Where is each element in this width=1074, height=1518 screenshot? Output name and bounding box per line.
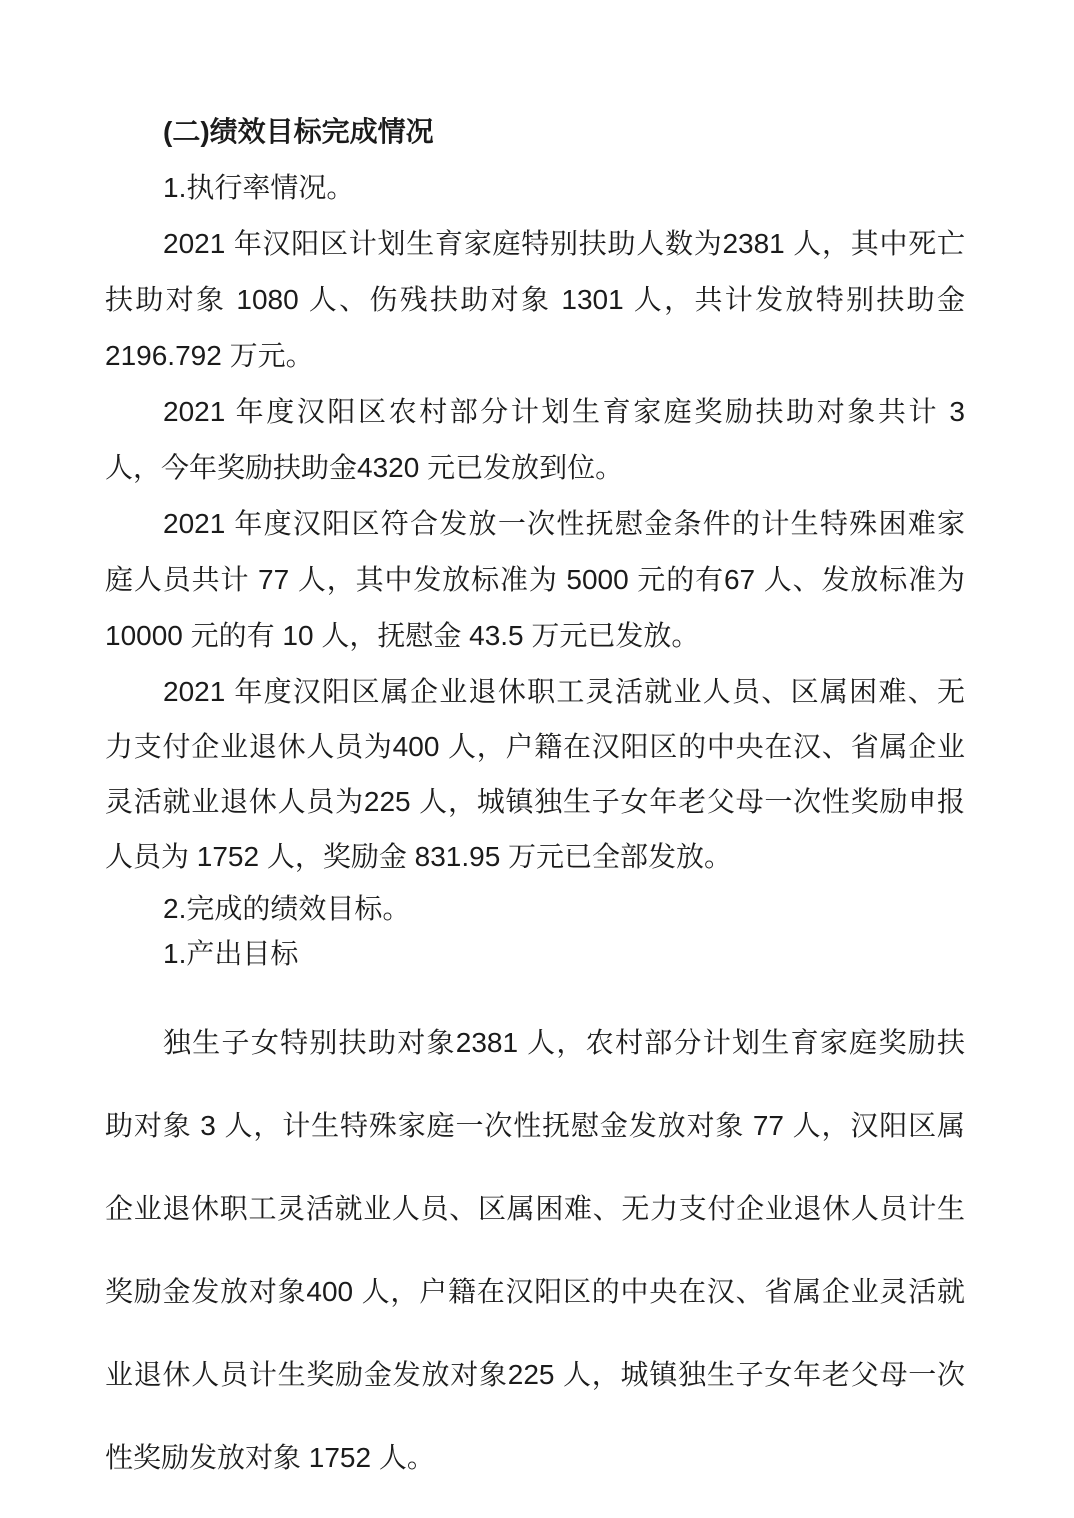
text-line: 10000 元的有 10 人，抚慰金 43.5 万元已发放。 [105, 620, 700, 651]
paragraph [105, 664, 965, 884]
text-line: 扶助对象 1080 人、伤残扶助对象 1301 人，共计发放特别扶助金 [105, 284, 965, 315]
text-line: 2021 年汉阳区计划生育家庭特别扶助人数为2381 人，其中死亡 [163, 228, 965, 259]
text-line: 企业退休职工灵活就业人员、区属困难、无力支付企业退休人员计生 [105, 1193, 965, 1224]
text-line: 2021 年度汉阳区属企业退休职工灵活就业人员、区属困难、无 [163, 676, 965, 707]
text-line: (二)绩效目标完成情况 [163, 116, 434, 147]
subheading [105, 160, 965, 216]
paragraph [105, 1001, 965, 1499]
text-line: 奖励金发放对象400 人，户籍在汉阳区的中央在汉、省属企业灵活就 [105, 1276, 965, 1307]
section-heading [105, 104, 965, 160]
text-line: 1.产出目标 [163, 938, 299, 969]
subheading [105, 933, 965, 974]
text-line: 灵活就业退休人员为225 人，城镇独生子女年老父母一次性奖励申报 [105, 786, 965, 817]
text-line: 力支付企业退休人员为400 人，户籍在汉阳区的中央在汉、省属企业 [105, 731, 965, 762]
paragraph [105, 384, 965, 496]
paragraph [105, 496, 965, 664]
document-content [105, 104, 965, 1499]
text-line: 2.完成的绩效目标。 [163, 893, 411, 924]
text-line: 助对象 3 人，计生特殊家庭一次性抚慰金发放对象 77 人，汉阳区属 [105, 1110, 965, 1141]
subheading [105, 884, 965, 933]
paragraph [105, 216, 965, 384]
text-line: 2196.792 万元。 [105, 340, 314, 371]
text-line: 2021 年度汉阳区农村部分计划生育家庭奖励扶助对象共计 3 [163, 396, 965, 427]
text-line: 人，今年奖励扶助金4320 元已发放到位。 [105, 452, 624, 483]
text-line: 人员为 1752 人，奖励金 831.95 万元已全部发放。 [105, 841, 733, 872]
text-line: 性奖励发放对象 1752 人。 [105, 1442, 435, 1473]
text-line: 业退休人员计生奖励金发放对象225 人，城镇独生子女年老父母一次 [105, 1359, 965, 1390]
text-line: 独生子女特别扶助对象2381 人，农村部分计划生育家庭奖励扶 [163, 1027, 965, 1058]
text-line: 庭人员共计 77 人，其中发放标准为 5000 元的有67 人、发放标准为 [105, 564, 965, 595]
text-line: 2021 年度汉阳区符合发放一次性抚慰金条件的计生特殊困难家 [163, 508, 965, 539]
text-line: 1.执行率情况。 [163, 172, 355, 203]
